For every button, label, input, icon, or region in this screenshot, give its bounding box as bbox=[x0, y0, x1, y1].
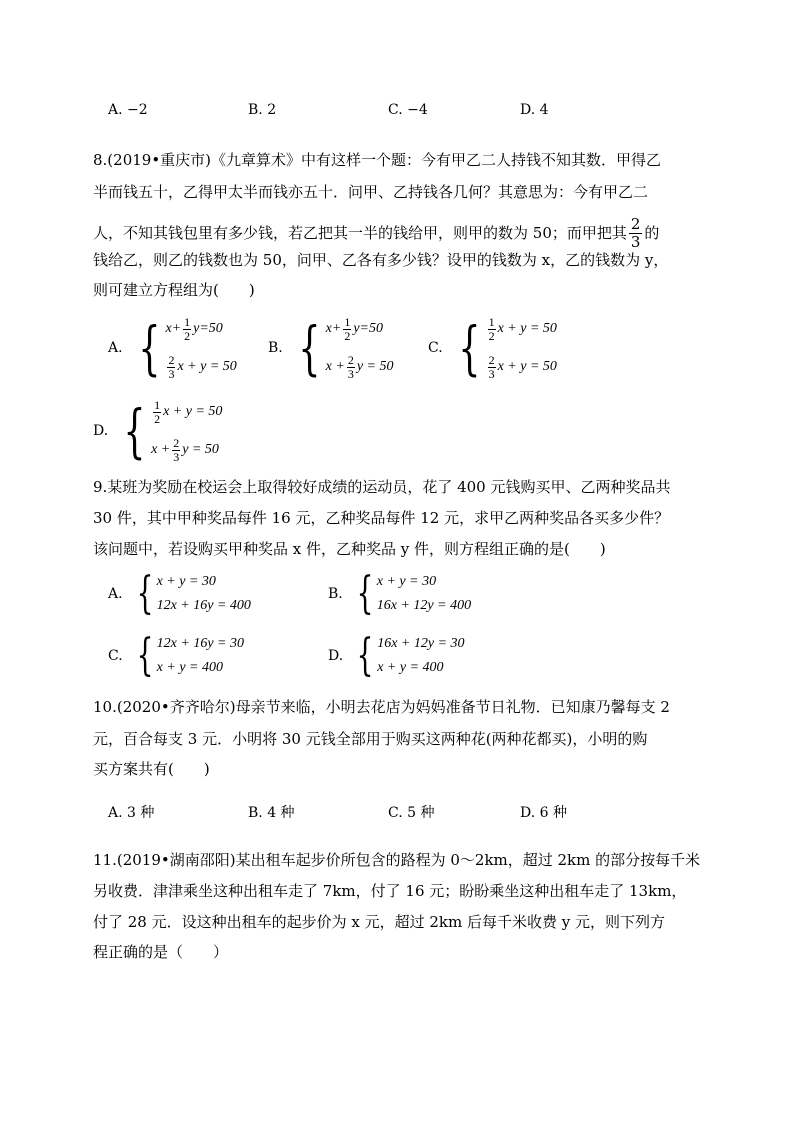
brace-icon: { bbox=[123, 397, 146, 465]
q9-line-2: 30 件，其中甲种奖品每件 16 元，乙种奖品每件 12 元，求甲乙两种奖品各买多少件？ bbox=[93, 509, 670, 527]
equation-1: 16x + 12y = 30 bbox=[377, 636, 465, 651]
q10-line-1: 10.(2020•齐齐哈尔)母亲节来临，小明去花店为妈妈准备节日礼物．已知康乃馨每支 2 bbox=[93, 698, 670, 716]
q10-option-d[interactable]: D. 6 种 bbox=[520, 805, 567, 821]
equation-1: $\frac{1}{2}$ x + y = 50 bbox=[154, 397, 223, 426]
q10-option-b[interactable]: B. 4 种 bbox=[248, 805, 295, 821]
q8-line-5: 则可建立方程组为( ) bbox=[93, 281, 255, 299]
q8-line-1: 8.(2019•重庆市)《九章算术》中有这样一个题：今有甲乙二人持钱不知其数．甲得乙 bbox=[93, 151, 662, 169]
brace-icon: { bbox=[458, 314, 481, 382]
equation-2: x + y = 400 bbox=[377, 660, 444, 675]
equation-1: x+ $\frac{1}{2}$ y=50 bbox=[165, 314, 223, 343]
equation-2: x + $\frac{2}{3}$ y = 50 bbox=[325, 352, 394, 381]
option-label: B. bbox=[328, 586, 343, 602]
brace-icon: { bbox=[356, 630, 374, 681]
q11-line-3: 付了 28 元．设这种出租车的起步价为 x 元，超过 2km 后每千米收费 y 元，则下列方 bbox=[93, 913, 666, 931]
equation-1: x + y = 30 bbox=[156, 574, 216, 589]
q8-line-2: 半而钱五十，乙得甲太半而钱亦五十．问甲、乙持钱各几何？其意思为：今有甲乙二 bbox=[93, 183, 649, 201]
fraction-denominator: 3 bbox=[630, 232, 641, 251]
q8-line-3-end: 的 bbox=[644, 224, 660, 242]
fraction-numerator: 2 bbox=[630, 214, 641, 233]
equation-2: 12x + 16y = 400 bbox=[156, 598, 251, 613]
q8-option-b[interactable] bbox=[268, 310, 394, 386]
q9-option-b[interactable] bbox=[328, 570, 471, 618]
equation-1: x + y = 30 bbox=[376, 574, 437, 589]
equation-2: $\frac{2}{3}$ x + y = 50 bbox=[168, 352, 237, 381]
q9-option-c[interactable] bbox=[108, 632, 244, 680]
q8-line-3-text: 人，不知其钱包里有多少钱，若乙把其一半的钱给甲，则甲的数为 50；而甲把其 bbox=[93, 224, 627, 242]
q8-option-a[interactable] bbox=[108, 310, 237, 386]
q11-line-4: 程正确的是（ ） bbox=[93, 943, 229, 961]
equation-2: x + y = 400 bbox=[156, 660, 223, 675]
q7-option-b[interactable]: B. 2 bbox=[248, 102, 277, 118]
q8-line-3 bbox=[93, 213, 659, 253]
equation-1: 12x + 16y = 30 bbox=[156, 636, 244, 651]
equation-1: $\frac{1}{2}$ x + y = 50 bbox=[488, 314, 557, 343]
option-label: D. bbox=[93, 423, 109, 439]
equation-1: x+ $\frac{1}{2}$ y=50 bbox=[325, 314, 383, 343]
q9-option-a[interactable] bbox=[108, 570, 251, 618]
brace-icon: { bbox=[137, 314, 161, 382]
q8-option-c[interactable] bbox=[428, 310, 557, 386]
q8-option-d[interactable] bbox=[93, 393, 222, 469]
brace-icon: { bbox=[136, 630, 154, 681]
option-label: A. bbox=[108, 586, 123, 602]
brace-icon: { bbox=[356, 568, 374, 619]
q7-option-c[interactable]: C. −4 bbox=[388, 102, 428, 118]
q7-option-a[interactable]: A. −2 bbox=[108, 102, 148, 118]
brace-icon: { bbox=[136, 568, 153, 619]
option-label: B. bbox=[268, 340, 283, 356]
equation-2: 16x + 12y = 400 bbox=[376, 598, 472, 613]
option-label: A. bbox=[108, 340, 123, 356]
q11-line-1: 11.(2019•湖南邵阳)某出租车起步价所包含的路程为 0～2km，超过 2km 的部分按每千米 bbox=[93, 851, 701, 869]
option-label: D. bbox=[328, 648, 344, 664]
q9-line-1: 9.某班为奖励在校运会上取得较好成绩的运动员，花了 400 元钱购买甲、乙两种奖品共 bbox=[93, 478, 671, 496]
q9-line-3: 该问题中，若设购买甲种奖品 x 件，乙种奖品 y 件，则方程组正确的是( ) bbox=[93, 540, 606, 558]
equation-2: x + $\frac{2}{3}$ y = 50 bbox=[151, 435, 219, 464]
q7-option-d[interactable]: D. 4 bbox=[520, 102, 549, 118]
q9-option-d[interactable] bbox=[328, 632, 465, 680]
q8-line-4: 钱给乙，则乙的钱数也为 50，问甲、乙各有多少钱？设甲的钱数为 x，乙的钱数为 y， bbox=[93, 251, 669, 269]
q10-option-c[interactable]: C. 5 种 bbox=[388, 805, 435, 821]
q10-option-a[interactable]: A. 3 种 bbox=[108, 805, 155, 821]
q10-line-2: 元，百合每支 3 元．小明将 30 元钱全部用于购买这两种花(两种花都买)，小明的购 bbox=[93, 730, 648, 748]
brace-icon: { bbox=[298, 314, 321, 382]
fraction-two-thirds bbox=[629, 216, 643, 251]
q11-line-2: 另收费．津津乘坐这种出租车走了 7km，付了 16 元；盼盼乘坐这种出租车走了 13km， bbox=[93, 882, 687, 900]
option-label: C. bbox=[428, 340, 443, 356]
equation-2: $\frac{2}{3}$ x + y = 50 bbox=[488, 352, 557, 381]
q10-line-3: 买方案共有( ) bbox=[93, 760, 210, 778]
option-label: C. bbox=[108, 648, 123, 664]
